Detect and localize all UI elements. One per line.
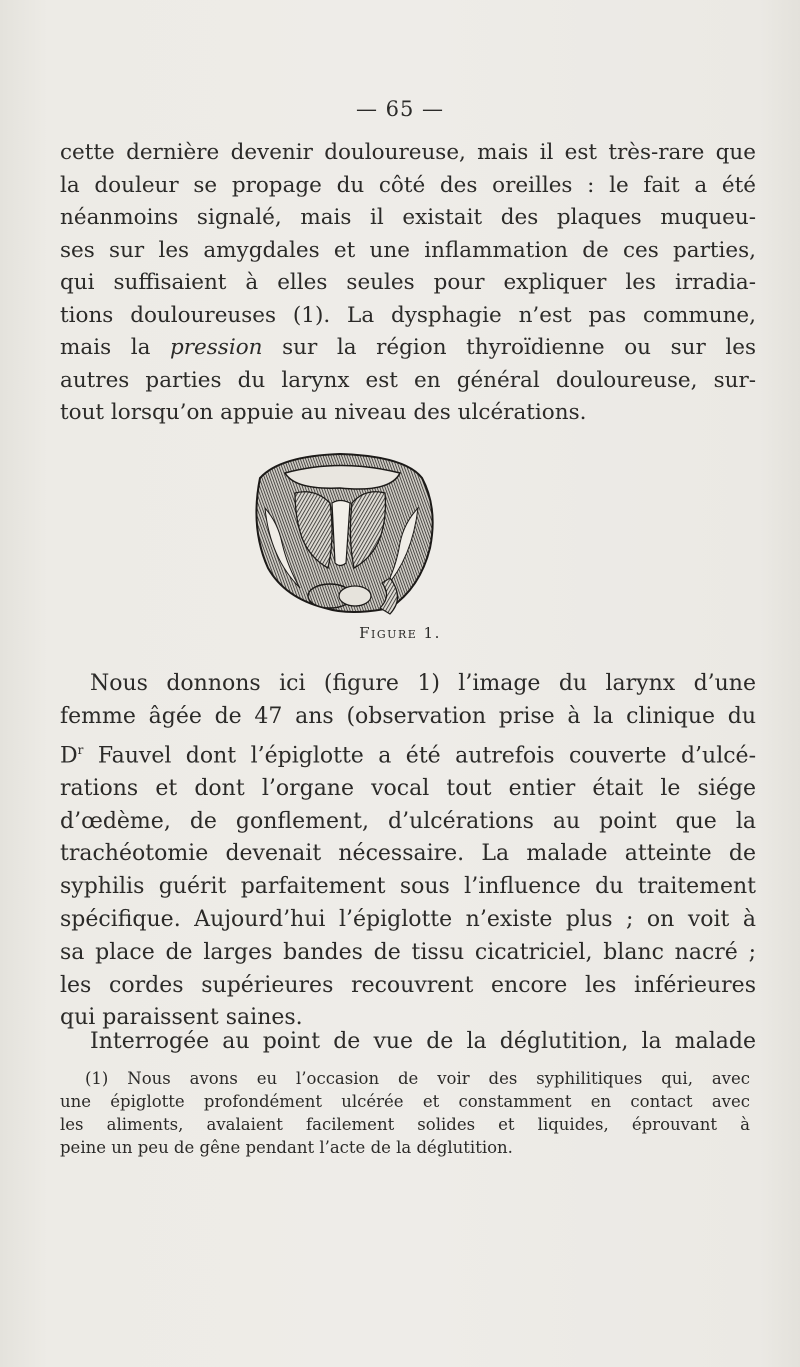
text-fragment: mais la — [60, 335, 170, 360]
text-line: cette dernière devenir douloureuse, mais il est très-rare que — [60, 140, 756, 165]
text-line: tout lorsqu’on appuie au niveau des ulcérations. — [60, 400, 587, 425]
text-line: autres parties du larynx est en général douloureuse, sur- — [60, 367, 756, 393]
superscript: r — [77, 742, 84, 757]
footnote-line: une épiglotte profondément ulcérée et constamment en contact avec — [60, 1092, 750, 1111]
text-line: la douleur se propage du côté des oreilles : le fait a été — [60, 172, 756, 198]
footnote-line: (1) Nous avons eu l’occasion de voir des syphilitiques qui, avec — [85, 1069, 750, 1088]
text-line: tions douloureuses (1). La dysphagie n’est pas commune, — [60, 302, 756, 328]
text-line — [60, 734, 756, 773]
italic-word: pression — [170, 335, 263, 360]
text-line: les cordes supérieures recouvrent encore les inférieures — [60, 972, 756, 998]
text-line: Interrogée au point de vue de la déglutition, la malade — [90, 1029, 756, 1054]
footnote-line: peine un peu de gêne pendant l’acte de la déglutition. — [60, 1138, 513, 1157]
text-line: d’œdème, de gonflement, d’ulcérations au point que la — [60, 808, 756, 834]
text-fragment: D — [60, 742, 78, 768]
paragraph-2 — [60, 668, 756, 1035]
text-line: femme âgée de 47 ans (observation prise à la clinique du — [60, 703, 756, 729]
text-line — [60, 332, 756, 365]
text-line: qui paraissent saines. — [60, 1005, 303, 1031]
text-line: néanmoins signalé, mais il existait des plaques muqueu- — [60, 205, 756, 230]
paragraph-3 — [60, 1026, 756, 1059]
text-line: spécifique. Aujourd’hui l’épiglotte n’existe plus ; on voit à — [60, 906, 756, 932]
text-line: Nous donnons ici (figure 1) l’image du larynx d’une — [90, 671, 756, 696]
figure-caption: Figure 1. — [359, 624, 441, 642]
footnote — [60, 1067, 750, 1159]
text-line: ses sur les amygdales et une inflammation de ces parties, — [60, 237, 756, 263]
text-fragment: sur la région thyroïdienne ou sur les — [262, 335, 757, 360]
paragraph-1 — [60, 137, 756, 430]
footnote-line: les aliments, avalaient facilement solides et liquides, éprouvant à — [60, 1115, 750, 1134]
larynx-illustration — [240, 448, 440, 618]
text-line: rations et dont l’organe vocal tout entier était le siége — [60, 775, 756, 801]
text-line: syphilis guérit parfaitement sous l’influence du traitement — [60, 874, 756, 900]
text-line: trachéotomie devenait nécessaire. La malade atteinte de — [60, 841, 756, 867]
text-fragment: Fauvel dont l’épiglotte a été autrefois couverte d’ulcé- — [83, 742, 756, 768]
text-line: sa place de larges bandes de tissu cicatriciel, blanc nacré ; — [60, 939, 756, 965]
page-number: — 65 — — [355, 97, 445, 121]
text-line: qui suffisaient à elles seules pour expliquer les irradia- — [60, 270, 756, 295]
